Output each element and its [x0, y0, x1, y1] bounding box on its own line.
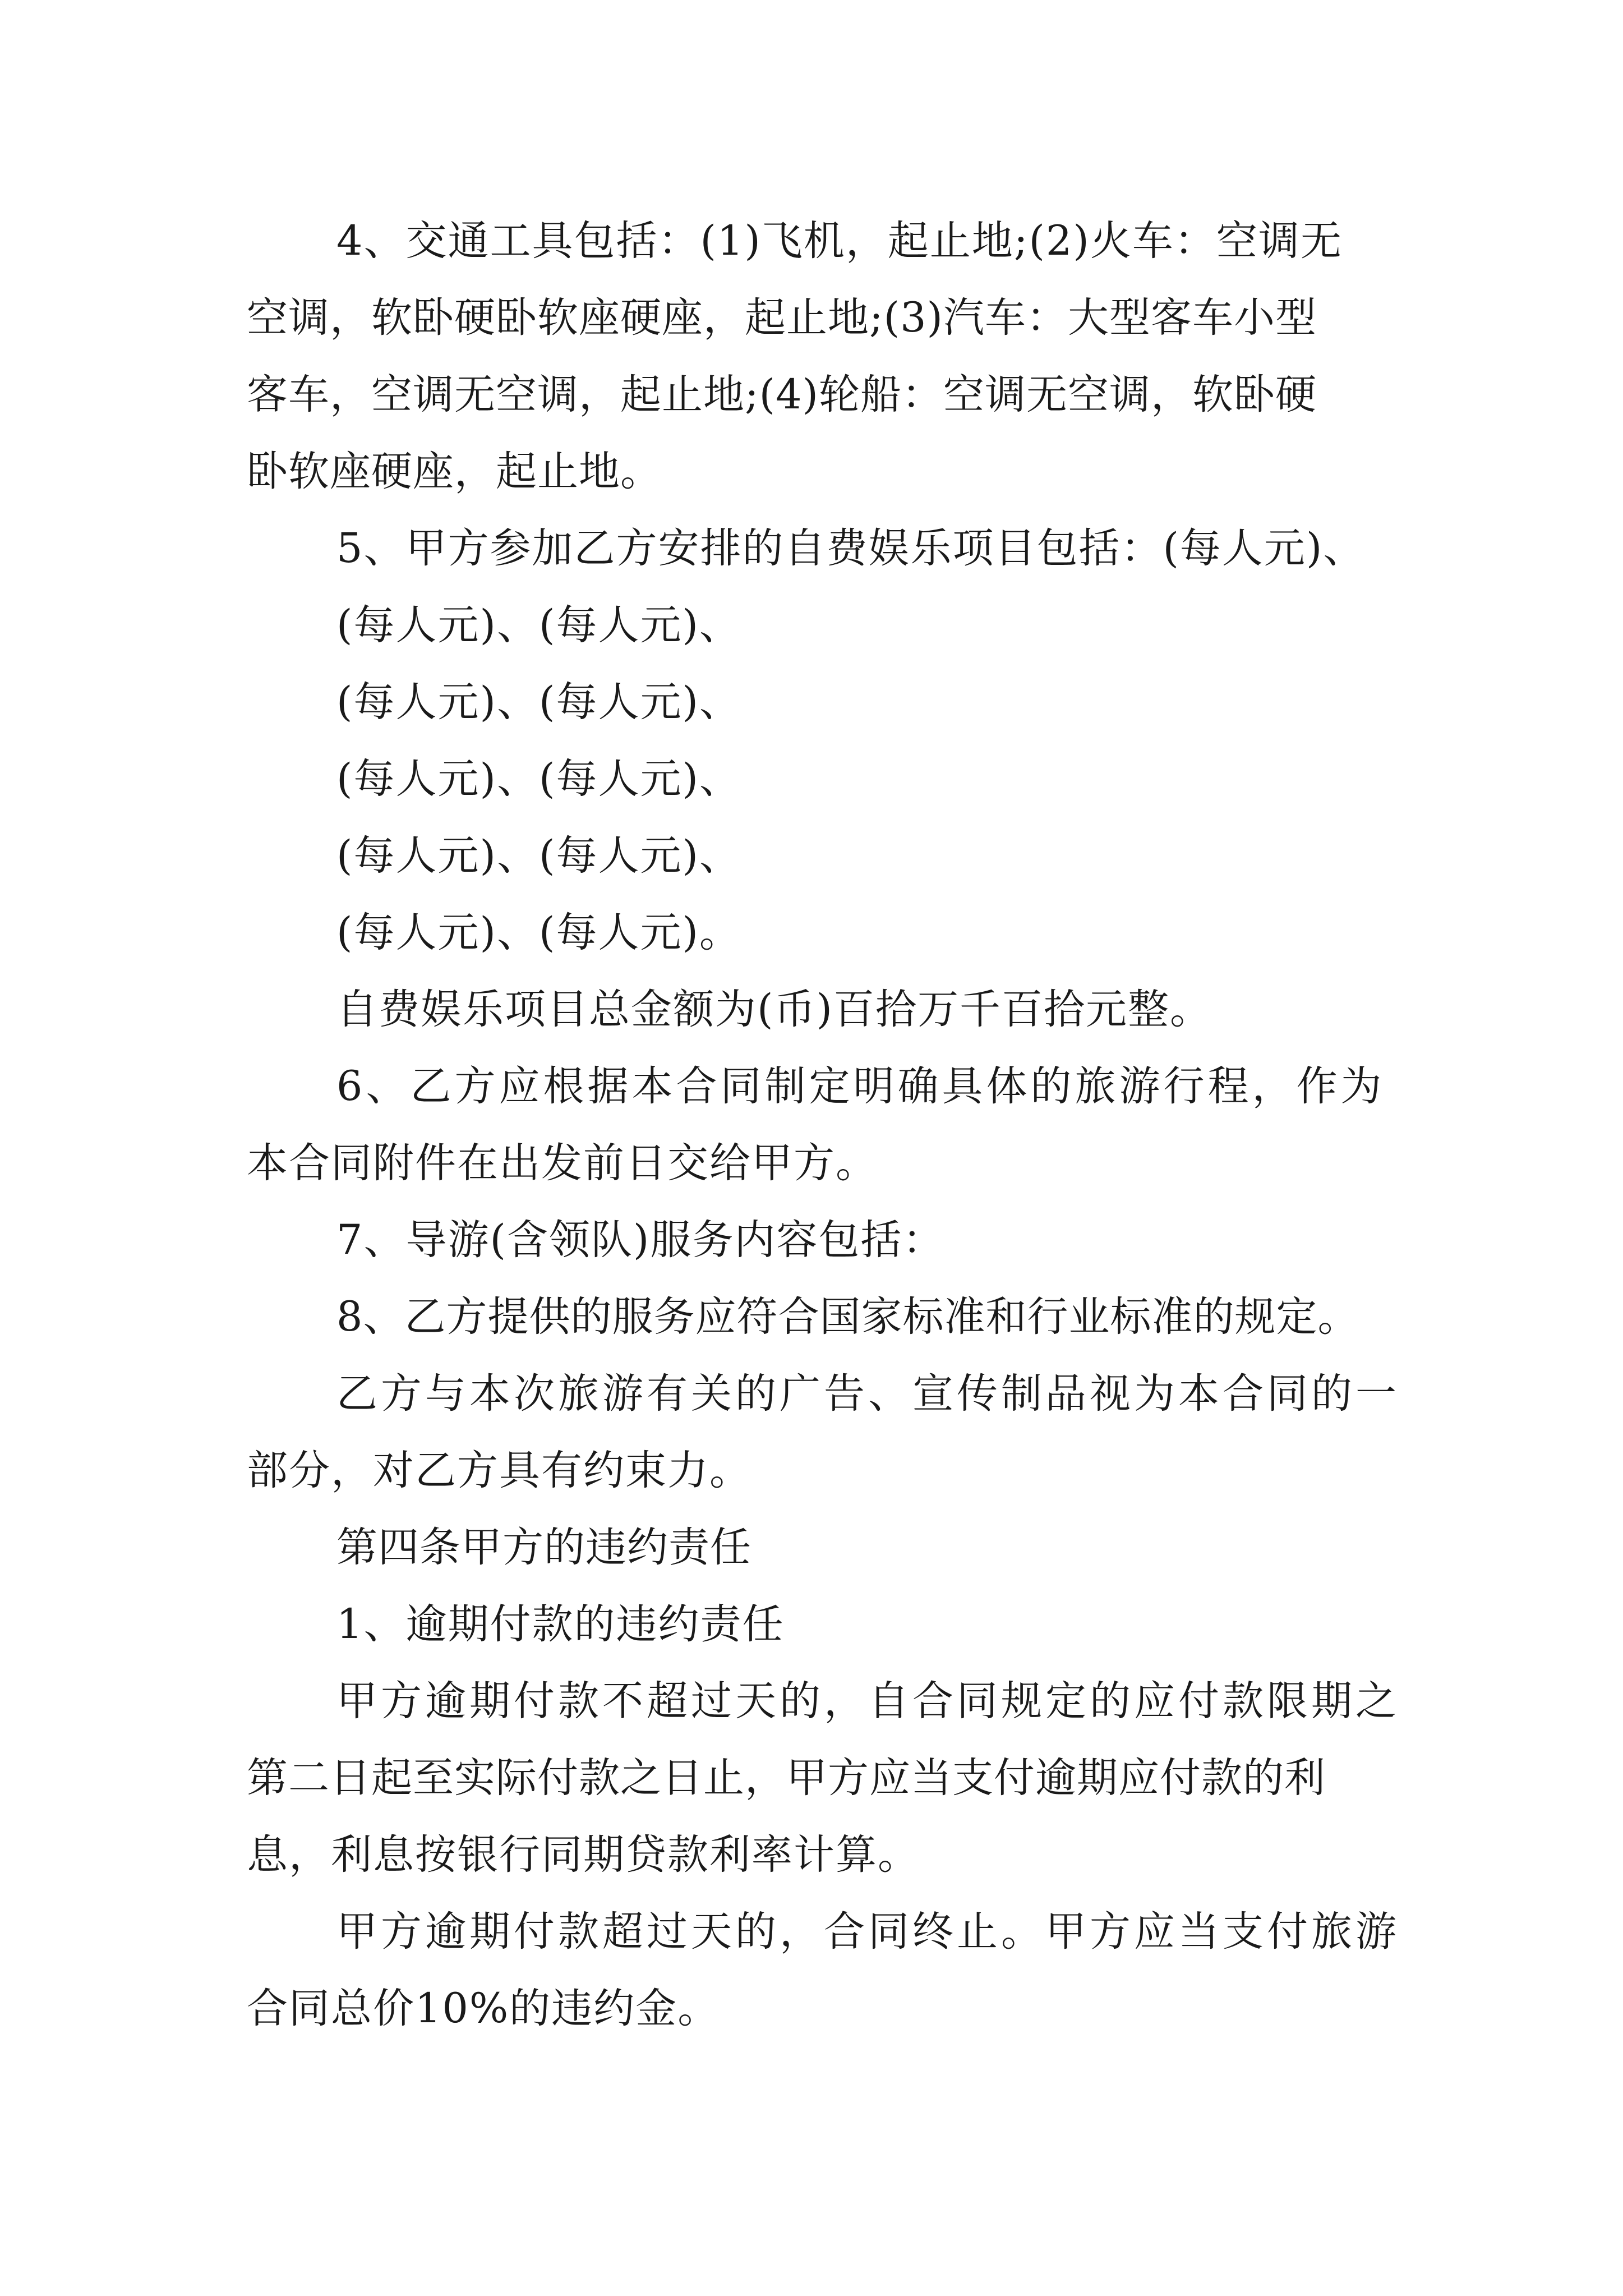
paragraph-line: 甲方逾期付款超过天的，合同终止。甲方应当支付旅游	[336, 1908, 1400, 1955]
paragraph-line: 部分，对乙方具有约束力。	[247, 1447, 751, 1494]
paragraph-line: (每人元)、(每人元)、	[336, 678, 741, 726]
paragraph-line: 乙方与本次旅游有关的广告、宣传制品视为本合同的一	[336, 1370, 1400, 1418]
paragraph-line: 本合同附件在出发前日交给甲方。	[247, 1139, 878, 1187]
paragraph-line: (每人元)、(每人元)、	[336, 832, 741, 880]
paragraph-line: 8、乙方提供的服务应符合国家标准和行业标准的规定。	[336, 1293, 1359, 1341]
paragraph-line: 7、导游(含领队)服务内容包括：	[336, 1216, 945, 1264]
paragraph-line: (每人元)、(每人元)。	[336, 909, 741, 956]
paragraph-line: 5、甲方参加乙方安排的自费娱乐项目包括：(每人元)、	[336, 524, 1366, 572]
section-heading: 第四条甲方的违约责任	[336, 1524, 751, 1571]
paragraph-line: 甲方逾期付款不超过天的，自合同规定的应付款限期之	[336, 1677, 1400, 1725]
paragraph-line: 第二日起至实际付款之日止，甲方应当支付逾期应付款的利	[247, 1754, 1326, 1802]
paragraph-line: (每人元)、(每人元)、	[336, 601, 741, 649]
paragraph-line: 卧软座硬座，起止地。	[247, 448, 662, 495]
paragraph-line: 6、乙方应根据本合同制定明确具体的旅游行程，作为	[336, 1062, 1385, 1110]
paragraph-line: 空调，软卧硬卧软座硬座，起止地;(3)汽车：大型客车小型	[247, 294, 1317, 342]
paragraph-line: 息，利息按银行同期贷款利率计算。	[247, 1831, 920, 1879]
paragraph-line: 合同总价10%的违约金。	[247, 1985, 720, 2032]
paragraph-line: (每人元)、(每人元)、	[336, 755, 741, 803]
paragraph-line: 4、交通工具包括：(1)飞机，起止地;(2)火车：空调无	[336, 217, 1343, 265]
subsection-heading: 1、逾期付款的违约责任	[336, 1600, 785, 1648]
paragraph-line: 客车，空调无空调，起止地;(4)轮船：空调无空调，软卧硬	[247, 371, 1317, 418]
paragraph-line: 自费娱乐项目总金额为(币)百拾万千百拾元整。	[336, 986, 1212, 1033]
